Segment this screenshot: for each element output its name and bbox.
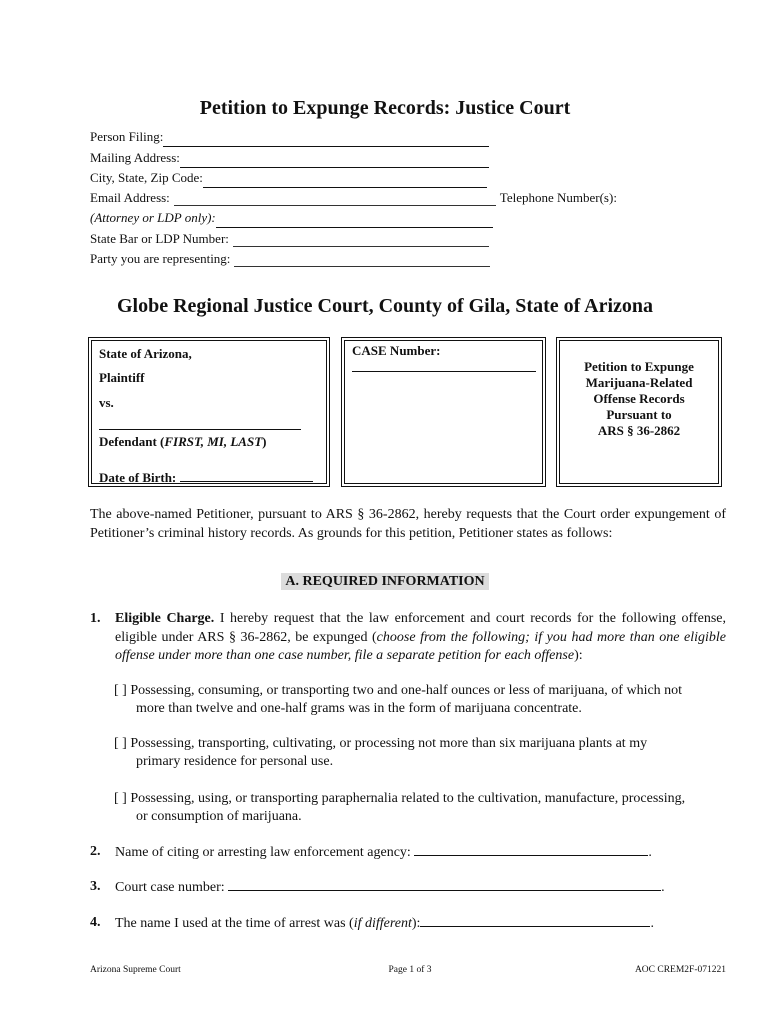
footer-page-number: Page 1 of 3 (388, 965, 432, 975)
filer-info-block (90, 127, 617, 269)
person-filing-field[interactable] (163, 132, 489, 147)
person-filing-label: Person Filing: (90, 129, 164, 145)
document-title: Petition to Expunge Records: Justice Court (199, 97, 571, 119)
dob-label: Date of Birth: (99, 470, 177, 485)
court-name-heading: Globe Regional Justice Court, County of Gila, State of Arizona (116, 295, 654, 317)
footer-left: Arizona Supreme Court (90, 965, 181, 975)
email-field[interactable] (174, 194, 496, 208)
case-number-box-inner-border (344, 340, 543, 484)
court-case-number-field[interactable] (228, 878, 661, 891)
city-state-zip-field[interactable] (203, 173, 487, 188)
caption-doc-title-line: Pursuant to (606, 407, 672, 422)
person-filing-row (90, 127, 617, 147)
dob-field[interactable] (180, 469, 313, 482)
option-paraphernalia-checkbox[interactable]: [ ] Possessing, using, or transporting paraphernalia related to the cultivation, manufacture, processing, or consumption of marijuana. (114, 791, 686, 824)
case-caption-parties-box (88, 337, 330, 487)
state-bar-label: State Bar or LDP Number: (90, 230, 229, 246)
option-cultivation-checkbox[interactable]: [ ] Possessing, transporting, cultivating, or processing not more than six marijuana plants at my primary residence for personal use. (114, 736, 648, 769)
intro-paragraph: The above-named Petitioner, pursuant to ARS § 36-2862, hereby requests that the Court order expungement of Petitioner’s criminal history records. As grounds for this petition, Petitioner states as follows: (90, 507, 726, 541)
document-title-box (556, 337, 722, 487)
attorney-label: (Attorney or LDP only): (90, 210, 216, 226)
mailing-address-row (90, 147, 617, 167)
caption-doc-title (557, 359, 721, 439)
attorney-row (90, 208, 617, 228)
state-bar-row (90, 228, 617, 248)
name-at-arrest-field[interactable] (420, 914, 650, 927)
caption-doc-title-line: Marijuana-Related (585, 375, 693, 390)
state-bar-field[interactable] (233, 235, 489, 249)
vs-label: vs. (99, 395, 114, 410)
date-of-birth-row (99, 469, 313, 486)
telephone-label: Telephone Number(s): (499, 190, 617, 206)
item-3-court-case-number: 3. Court case number: . (90, 879, 665, 895)
item-1-eligible-charge: 1. Eligible Charge. I hereby request that the law enforcement and court records for the following offense, eligible under ARS § 36-2862, be expunged (choose from the following; if you had more than one eligible offense under more than one case number, file a separate petition for each offense): (90, 611, 726, 663)
party-label: Party you are representing: (90, 251, 231, 267)
mailing-address-label: Mailing Address: (90, 149, 180, 165)
email-label: Email Address: (90, 190, 170, 206)
item-4-name-at-arrest: 4. The name I used at the time of arrest was (if different): . (90, 915, 654, 931)
city-state-zip-row (90, 168, 617, 188)
attorney-field[interactable] (216, 213, 493, 228)
case-number-field[interactable] (352, 371, 536, 372)
email-row (90, 188, 617, 208)
plaintiff-name: State of Arizona, (99, 346, 192, 361)
caption-doc-title-line: ARS § 36-2862 (597, 423, 681, 438)
section-a-heading: A. REQUIRED INFORMATION (0, 574, 770, 590)
caption-doc-title-line: Offense Records (593, 391, 685, 406)
mailing-address-field[interactable] (180, 153, 489, 168)
option-possession-checkbox[interactable]: [ ] Possessing, consuming, or transporting two and one-half ounces or less of marijuana, of which not more than twelve and one-half grams was in the form of marijuana concentrate. (114, 683, 683, 716)
footer-form-code: AOC CREM2F-071221 (634, 965, 726, 975)
plaintiff-label: Plaintiff (99, 370, 145, 385)
caption-doc-title-line: Petition to Expunge (584, 359, 694, 374)
party-field[interactable] (234, 255, 490, 269)
defendant-name-line[interactable] (99, 429, 301, 430)
arresting-agency-field[interactable] (414, 843, 648, 856)
defendant-label: Defendant (FIRST, MI, LAST) (99, 434, 267, 449)
party-row (90, 249, 617, 269)
case-number-label: CASE Number: (352, 343, 441, 358)
city-state-zip-label: City, State, Zip Code: (90, 169, 203, 185)
case-number-box (341, 337, 546, 487)
item-2-arresting-agency: 2. Name of citing or arresting law enforcement agency: . (90, 844, 652, 860)
